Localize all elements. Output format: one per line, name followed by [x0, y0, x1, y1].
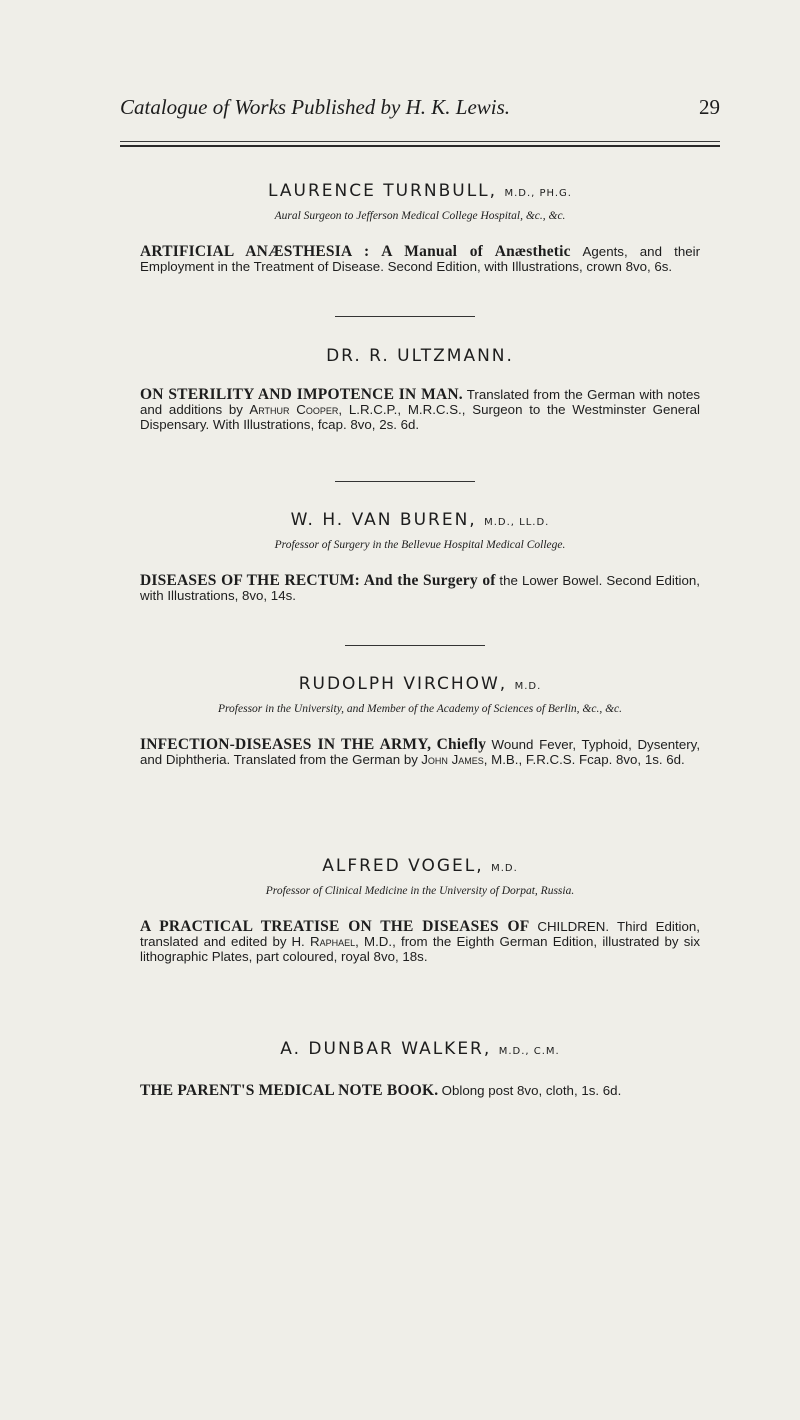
catalogue-entry-walker — [140, 1038, 700, 1098]
book-title: THE PARENT'S MEDICAL NOTE BOOK. — [140, 1082, 439, 1099]
book-listing — [140, 1083, 700, 1098]
catalogue-entry-turnbull — [140, 180, 700, 274]
translator-name: Arthur Cooper — [249, 402, 339, 417]
book-description: Agents, and their Employment in the Treatment of Disease. Second Edition, with Illustrations, crown 8vo, 6s. — [140, 244, 700, 274]
book-title-continued: And the Surgery of — [363, 572, 496, 589]
author-heading — [140, 180, 700, 205]
author-degrees: M.D. — [514, 681, 542, 692]
translator-name: H. Raphael — [291, 934, 356, 949]
book-title-continued: A Manual of Anæsthetic — [381, 243, 571, 260]
author-affiliation: Aural Surgeon to Jefferson Medical College Hospital, &c., &c. — [274, 210, 566, 222]
author-heading — [140, 509, 700, 534]
running-head-title: Catalogue of Works Published by H. K. Lewis. — [120, 95, 511, 119]
section-divider — [335, 316, 475, 317]
catalogue-entry-van-buren — [140, 509, 700, 603]
author-name: W. H. VAN BUREN, — [290, 510, 477, 530]
book-description-tail: , M.B., F.R.C.S. Fcap. 8vo, 1s. 6d. — [483, 752, 685, 767]
author-degrees: M.D., LL.D. — [484, 517, 550, 528]
book-description: Translated from the German with notes and additions by — [140, 387, 700, 417]
book-listing — [140, 244, 700, 274]
book-title-continued: Chiefly — [436, 736, 487, 753]
author-name: RUDOLPH VIRCHOW, — [298, 674, 508, 694]
author-heading — [140, 673, 700, 698]
author-degrees: M.D., C.M. — [498, 1046, 560, 1057]
book-description-tail: , L.R.C.P., M.R.C.S., Surgeon to the Westminster General Dispensary. With Illustrations, fcap. 8vo, 2s. 6d. — [140, 402, 700, 432]
book-listing — [140, 387, 700, 432]
author-affiliation: Professor of Clinical Medicine in the University of Dorpat, Russia. — [265, 885, 575, 897]
book-description-tail: , M.D., from the Eighth German Edition, illustrated by six lithographic Plates, part coloured, royal 8vo, 18s. — [140, 934, 701, 964]
header-rule-thin — [120, 141, 720, 142]
author-affiliation: Professor of Surgery in the Bellevue Hospital Medical College. — [274, 539, 566, 551]
catalogue-entry-ultzmann — [140, 345, 700, 432]
translator-name: John James — [421, 752, 484, 767]
book-title: INFECTION-DISEASES IN THE ARMY, — [140, 736, 432, 753]
author-heading — [140, 855, 700, 880]
book-description: CHILDREN. Third Edition, translated and edited by — [140, 919, 700, 949]
header-rule-thick — [120, 145, 720, 147]
catalogue-entry-vogel — [140, 855, 700, 964]
book-title: ON STERILITY AND IMPOTENCE IN MAN. — [140, 386, 463, 403]
book-listing — [140, 737, 700, 767]
book-description: Wound Fever, Typhoid, Dysentery, and Diphtheria. Translated from the German by — [140, 737, 701, 767]
author-name: ALFRED VOGEL, — [322, 856, 484, 876]
author-name: A. DUNBAR WALKER, — [280, 1039, 492, 1059]
book-listing — [140, 919, 700, 964]
section-divider — [345, 645, 485, 646]
author-name: DR. R. ULTZMANN. — [326, 346, 514, 366]
author-degrees: M.D. — [491, 863, 518, 874]
author-degrees: M.D., PH.G. — [504, 188, 572, 199]
book-description: Oblong post 8vo, cloth, 1s. 6d. — [441, 1083, 622, 1098]
author-heading — [140, 345, 700, 367]
running-head — [120, 95, 720, 131]
book-title: ARTIFICIAL ANÆSTHESIA : — [140, 243, 370, 260]
author-heading — [140, 1038, 700, 1063]
book-description: the Lower Bowel. Second Edition, with Illustrations, 8vo, 14s. — [140, 573, 700, 603]
page-number: 29 — [699, 95, 720, 119]
author-name: LAURENCE TURNBULL, — [268, 181, 498, 201]
book-title: DISEASES OF THE RECTUM: — [140, 572, 360, 589]
author-affiliation: Professor in the University, and Member of the Academy of Sciences of Berlin, &c., &c. — [217, 703, 622, 715]
book-listing — [140, 573, 700, 603]
catalogue-entry-virchow — [140, 673, 700, 767]
section-divider — [335, 481, 475, 482]
book-title: A PRACTICAL TREATISE ON THE DISEASES OF — [140, 918, 530, 935]
